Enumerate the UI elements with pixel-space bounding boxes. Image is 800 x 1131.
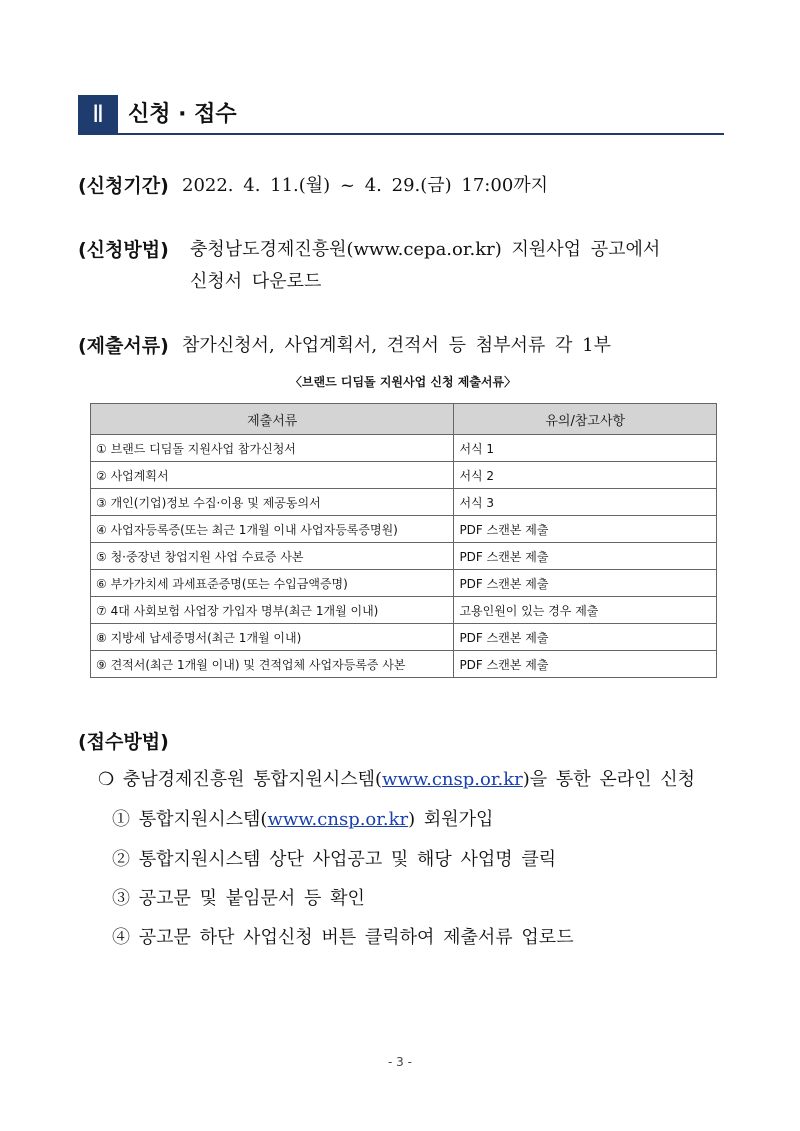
submission-step-3: ③ 공고문 및 붙임문서 등 확인 xyxy=(112,888,365,909)
submission-main-suffix: )을 통한 온라인 신청 xyxy=(522,769,696,790)
table-row xyxy=(91,516,717,543)
period-label: (신청기간) xyxy=(78,175,169,197)
table-row xyxy=(91,489,717,516)
table-row xyxy=(91,462,717,489)
table-header-notes: 유의/참고사항 xyxy=(454,404,717,435)
documents-text: 참가신청서, 사업계획서, 견적서 등 첨부서류 각 1부 xyxy=(182,335,611,356)
submission-step-4: ④ 공고문 하단 사업신청 버튼 클릭하여 제출서류 업로드 xyxy=(112,927,574,948)
table-row xyxy=(91,543,717,570)
method-label: (신청방법) xyxy=(78,239,169,261)
cnsp-link[interactable]: www.cnsp.or.kr xyxy=(267,809,409,830)
table-cell-document: ④ 사업자등록증(또는 최근 1개월 이내 사업자등록증명원) xyxy=(91,516,454,543)
table-cell-document: ③ 개인(기업)정보 수집·이용 및 제공동의서 xyxy=(91,489,454,516)
step-1-prefix: ① 통합지원시스템( xyxy=(112,809,268,830)
submission-step-1 xyxy=(112,806,493,834)
table-cell-note: PDF 스캔본 제출 xyxy=(454,624,717,651)
method-line-2: 신청서 다운로드 xyxy=(190,271,322,292)
table-cell-note: 서식 3 xyxy=(454,489,717,516)
table-cell-note: 서식 2 xyxy=(454,462,717,489)
table-cell-note: PDF 스캔본 제출 xyxy=(454,543,717,570)
table-caption: 〈브랜드 디딤돌 지원사업 신청 제출서류〉 xyxy=(289,375,517,389)
section-title: 신청 · 접수 xyxy=(128,102,237,127)
page-number: - 3 - xyxy=(388,1055,412,1069)
period-text: 2022. 4. 11.(월) ~ 4. 29.(금) 17:00까지 xyxy=(182,175,549,196)
section-number: Ⅱ xyxy=(78,95,118,135)
table-cell-document: ⑥ 부가가치세 과세표준증명(또는 수입금액증명) xyxy=(91,570,454,597)
table-row xyxy=(91,570,717,597)
section-divider xyxy=(118,133,724,135)
documents-table xyxy=(90,403,717,678)
method-line-1: 충청남도경제진흥원(www.cepa.or.kr) 지원사업 공고에서 xyxy=(190,239,661,260)
table-row xyxy=(91,651,717,678)
submission-step-2: ② 통합지원시스템 상단 사업공고 및 해당 사업명 클릭 xyxy=(112,849,557,870)
table-header-documents: 제출서류 xyxy=(91,404,454,435)
step-1-suffix: ) 회원가입 xyxy=(408,809,494,830)
documents-label: (제출서류) xyxy=(78,335,169,357)
table-cell-note: PDF 스캔본 제출 xyxy=(454,516,717,543)
table-row xyxy=(91,435,717,462)
table-cell-document: ⑦ 4대 사회보험 사업장 가입자 명부(최근 1개월 이내) xyxy=(91,597,454,624)
table-cell-document: ⑧ 지방세 납세증명서(최근 1개월 이내) xyxy=(91,624,454,651)
table-cell-note: 고용인원이 있는 경우 제출 xyxy=(454,597,717,624)
table-cell-note: 서식 1 xyxy=(454,435,717,462)
table-cell-document: ① 브랜드 디딤돌 지원사업 참가신청서 xyxy=(91,435,454,462)
table-cell-document: ⑤ 청·중장년 창업지원 사업 수료증 사본 xyxy=(91,543,454,570)
section-header xyxy=(78,95,724,135)
table-row xyxy=(91,597,717,624)
table-cell-note: PDF 스캔본 제출 xyxy=(454,570,717,597)
table-cell-note: PDF 스캔본 제출 xyxy=(454,651,717,678)
table-row xyxy=(91,624,717,651)
table-cell-document: ⑨ 견적서(최근 1개월 이내) 및 견적업체 사업자등록증 사본 xyxy=(91,651,454,678)
table-header-row xyxy=(91,404,717,435)
submission-main xyxy=(98,766,695,794)
submission-main-prefix: ❍ 충남경제진흥원 통합지원시스템( xyxy=(98,769,383,790)
cnsp-link[interactable]: www.cnsp.or.kr xyxy=(382,769,523,790)
table-cell-document: ② 사업계획서 xyxy=(91,462,454,489)
submission-title: (접수방법) xyxy=(78,731,169,753)
